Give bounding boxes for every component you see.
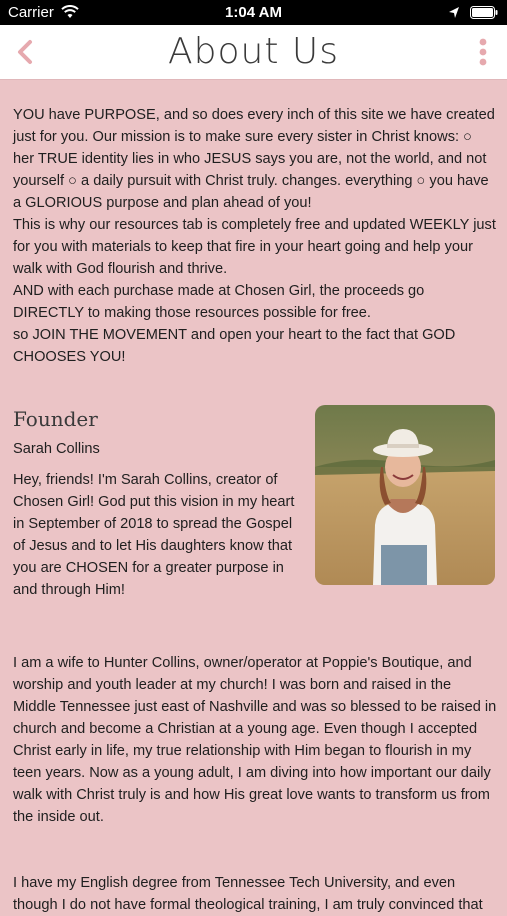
carrier-label: Carrier	[8, 4, 54, 21]
clock: 1:04 AM	[225, 4, 282, 21]
biography-paragraph-2: I have my English degree from Tennessee Tech University, and even though I do not have formal theological training, I am truly convinced that	[13, 875, 483, 913]
founder-heading: Founder	[13, 407, 98, 431]
location-arrow-icon	[448, 6, 460, 19]
biography-paragraph-1: I am a wife to Hunter Collins, owner/operator at Poppie's Boutique, and worship and youth leader at my church! I was born and raised in the Middle Tennessee just east of Nashville and was so blessed to be raised in church and become a Christian at a young age. Even though I accepted Christ early in life, my true relationship with Him began to flourish in my teen years. Now as a young adult, I am diving into how important our daily walk with Christ truly is and how His great love wants to transform us from the inside out.	[13, 655, 497, 825]
status-bar	[0, 0, 507, 25]
founder-name: Sarah Collins	[13, 441, 100, 457]
page-title: About Us	[168, 31, 339, 72]
mission-statement: YOU have PURPOSE, and so does every inch of this site we have created just for you. Our mission is to make sure every sister in Christ knows: ○ her TRUE identity lies in who JESUS says you are, not the world, and not yourself ○ a daily pursuit with Christ truly. changes. everything ○ you have a GLORIOUS purpose and plan ahead of you! This is why our resources tab is completely free and updated WEEKLY just for you with materials to keep that fire in your heart going and help your walk with God flourish and thrive. AND with each purchase made at Chosen Girl, the proceeds go DIRECTLY to making those resources possible for free. so JOIN THE MOVEMENT and open your heart to the fact that GOD CHOOSES YOU!	[13, 107, 496, 365]
navigation-bar	[0, 25, 507, 80]
about-content	[13, 79, 497, 916]
founder-photo	[315, 405, 495, 585]
battery-icon	[470, 6, 498, 19]
founder-bio: Hey, friends! I'm Sarah Collins, creator of Chosen Girl! God put this vision in my heart in September of 2018 to spread the Gospel of Jesus and to let His daughters know that you are CHOSEN for a greater purpose in and through Him!	[13, 472, 295, 598]
founder-section	[13, 408, 497, 608]
vertical-ellipsis-icon[interactable]	[478, 38, 488, 68]
